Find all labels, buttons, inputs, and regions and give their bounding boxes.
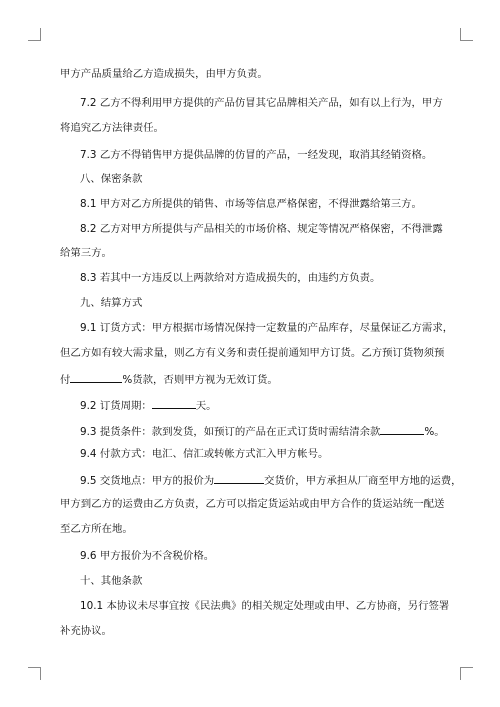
clause-text: %。 (424, 426, 445, 438)
clause-7-2-line-1: 7.2 乙方不得利用甲方提供的产品仿冒其它品牌相关产品，如有以上行为，甲方 (80, 97, 443, 109)
clause-10-1-line-1: 10.1 本协议未尽事宜按《民法典》的相关规定处理或由甲、乙方协商，另行签署 (80, 600, 450, 612)
fill-blank (152, 397, 196, 409)
clause-8-2-line-2: 给第三方。 (60, 247, 112, 259)
clause-8-1: 8.1 甲方对乙方所提供的销售、市场等信息严格保密，不得泄露给第三方。 (80, 198, 422, 210)
clause-7-2-line-2: 将追究乙方法律责任。 (60, 122, 164, 134)
fill-blank (70, 371, 122, 383)
clause-9-4: 9.4 付款方式：电汇、信汇或转帐方式汇入甲方帐号。 (80, 448, 329, 460)
clause-text: %货款，否则甲方视为无效订货。 (122, 374, 278, 386)
section-heading-10: 十、其他条款 (80, 575, 143, 587)
clause-7-3: 7.3 乙方不得销售甲方提供品牌的仿冒的产品，一经发现，取消其经销资格。 (80, 149, 433, 161)
clause-8-2-line-1: 8.2 乙方对甲方所提供与产品相关的市场价格、规定等情况严格保密，不得泄露 (80, 223, 443, 235)
crop-mark-top-right (460, 28, 473, 41)
crop-mark-bottom-left (28, 667, 41, 680)
clause-text: 付 (60, 374, 71, 386)
clause-text: 9.2 订货周期： (80, 400, 152, 412)
section-heading-9: 九、结算方式 (80, 297, 143, 309)
clause-10-1-line-2: 补充协议。 (60, 625, 112, 637)
clause-text: 9.5 交货地点：甲方的报价为 (80, 475, 215, 487)
clause-9-1-line-1: 9.1 订货方式：甲方根据市场情况保持一定数量的产品库存，尽量保证乙方需求， (80, 322, 454, 334)
section-heading-8: 八、保密条款 (80, 173, 143, 185)
clause-text: 天。 (195, 400, 217, 412)
crop-mark-top-left (28, 28, 41, 41)
clause-text: 交货价，甲方承担从厂商至甲方地的运费， (264, 475, 462, 487)
fill-blank (214, 472, 264, 484)
clause-9-5-line-2: 甲方到乙方的运费由乙方负责，乙方可以指定货运站或由甲方合作的货运站统一配送 (60, 498, 445, 510)
paragraph-line: 甲方产品质量给乙方造成损失，由甲方负责。 (60, 68, 268, 80)
clause-9-1-line-3 (60, 371, 440, 387)
fill-blank (380, 423, 424, 435)
clause-9-5-line-3: 至乙方所在地。 (60, 523, 133, 535)
clause-9-5-line-1 (60, 472, 462, 488)
clause-9-2 (60, 397, 440, 413)
clause-9-1-line-2: 但乙方如有较大需求量，则乙方有义务和责任提前通知甲方订货。乙方预订货物须预 (60, 347, 445, 359)
clause-8-3: 8.3 若其中一方违反以上两款给对方造成损失的，由违约方负责。 (80, 272, 381, 284)
clause-9-6: 9.6 甲方报价为不含税价格。 (80, 550, 215, 562)
clause-9-3 (60, 423, 445, 439)
crop-mark-bottom-right (460, 667, 473, 680)
clause-text: 9.3 提货条件：款到发货，如预订的产品在正式订货时需结清余款 (80, 426, 381, 438)
